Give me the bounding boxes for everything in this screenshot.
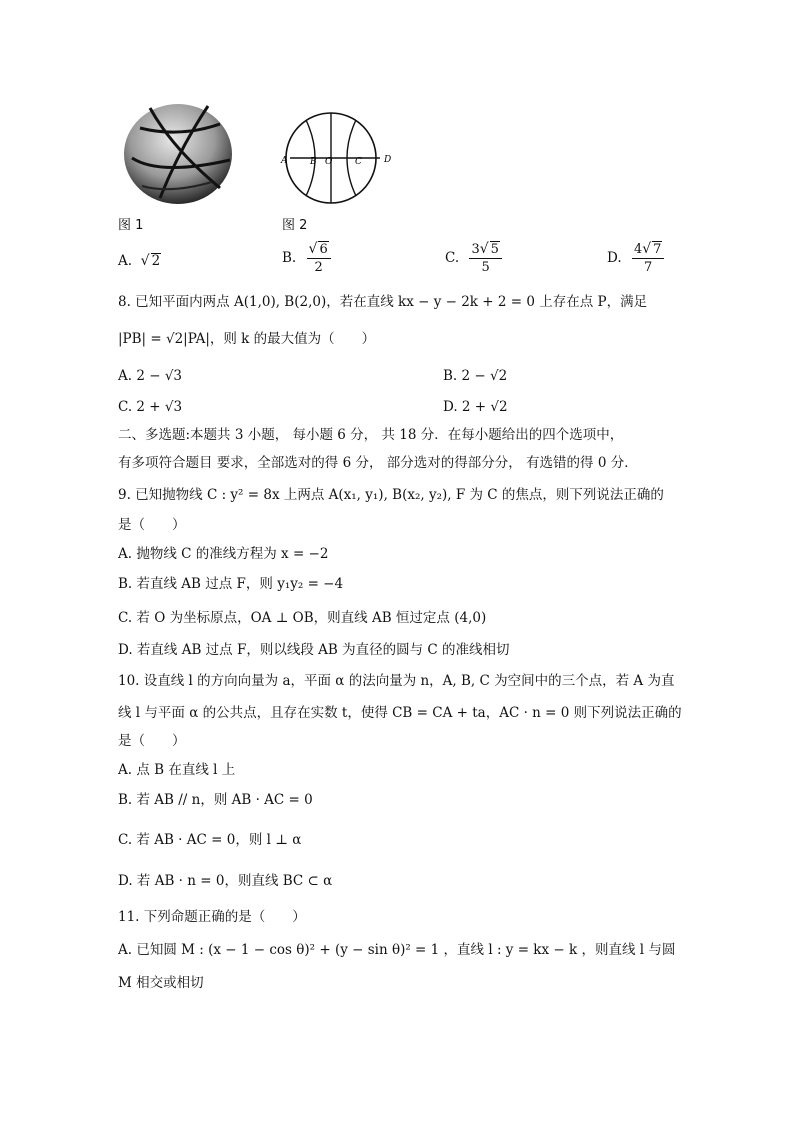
q10-stem-line3: 是（ ） bbox=[118, 733, 186, 749]
q9-stem-line2: 是（ ） bbox=[118, 517, 186, 533]
q9-option-d: D. 若直线 AB 过点 F，则以线段 AB 为直径的圆与 C 的准线相切 bbox=[118, 642, 510, 658]
q11-option-a-line2: M 相交或相切 bbox=[118, 975, 204, 991]
q8-stem-line2: |PB| = √2|PA|，则 k 的最大值为（ ） bbox=[118, 331, 376, 347]
circle-diagram bbox=[278, 108, 398, 208]
q8-option-c: C. 2 + √3 bbox=[118, 399, 183, 415]
q7-option-b: B. $\frac{√ 6}{2}$ bbox=[282, 241, 331, 276]
q9-option-c: C. 若 O 为坐标原点，OA ⊥ OB，则直线 AB 恒过定点 (4,0) bbox=[118, 610, 487, 626]
section2-line1: 二、多选题:本题共 3 小题， 每小题 6 分， 共 18 分．在每小题给出的四个选项中， bbox=[118, 427, 624, 443]
basketball-image bbox=[120, 98, 240, 206]
q10-option-c: C. 若 AB · AC = 0，则 l ⊥ α bbox=[118, 832, 302, 848]
label-c: C bbox=[355, 157, 362, 167]
q8-option-a: A. 2 − √3 bbox=[118, 368, 183, 384]
figure-2-caption: 图 2 bbox=[282, 218, 308, 233]
q10-option-d: D. 若 AB · n = 0，则直线 BC ⊂ α bbox=[118, 873, 333, 889]
q8-option-b: B. 2 − √2 bbox=[443, 368, 508, 384]
q10-stem-line1: 10. 设直线 l 的方向向量为 a，平面 α 的法向量为 n，A, B, C 为空间中的三个点，若 A 为直 bbox=[118, 673, 675, 689]
section2-line2: 有多项符合题目 要求，全部选对的得 6 分， 部分选对的得部分分， 有选错的得 0 分． bbox=[118, 455, 638, 471]
q10-stem-line2: 线 l 与平面 α 的公共点，且存在实数 t，使得 CB = CA + ta，AC · n = 0 则下列说法正确的 bbox=[118, 705, 682, 721]
figure-1-caption: 图 1 bbox=[118, 218, 144, 233]
label-b: B bbox=[310, 157, 317, 167]
q10-option-b: B. 若 AB // n，则 AB · AC = 0 bbox=[118, 792, 313, 808]
label-d: D bbox=[384, 155, 392, 165]
q9-option-a: A. 抛物线 C 的准线方程为 x = −2 bbox=[118, 546, 329, 562]
q9-stem-line1: 9. 已知抛物线 C : y² = 8x 上两点 A(x₁, y₁), B(x₂, y₂), F 为 C 的焦点，则下列说法正确的 bbox=[118, 487, 664, 503]
q9-option-b: B. 若直线 AB 过点 F，则 y₁y₂ = −4 bbox=[118, 576, 344, 592]
q11-option-a-line1: A. 已知圆 M : (x − 1 − cos θ)² + (y − sin θ)² = 1 ，直线 l : y = kx − k ，则直线 l 与圆 bbox=[118, 942, 676, 958]
q8-stem-line1: 8. 已知平面内两点 A(1,0), B(2,0)，若在直线 kx − y − 2k + 2 = 0 上存在点 P，满足 bbox=[118, 294, 648, 310]
q7-option-c: C. $\frac{3√ 5}{5}$ bbox=[445, 241, 502, 276]
q11-stem: 11. 下列命题正确的是（ ） bbox=[118, 909, 306, 925]
q8-option-d: D. 2 + √2 bbox=[443, 399, 508, 415]
q7-option-a: A. √ 2 bbox=[118, 253, 161, 269]
q10-option-a: A. 点 B 在直线 l 上 bbox=[118, 762, 236, 778]
label-o: O bbox=[325, 157, 333, 167]
q7-option-d: D. $\frac{4√ 7}{7}$ bbox=[607, 241, 664, 276]
label-a: A bbox=[281, 156, 288, 166]
